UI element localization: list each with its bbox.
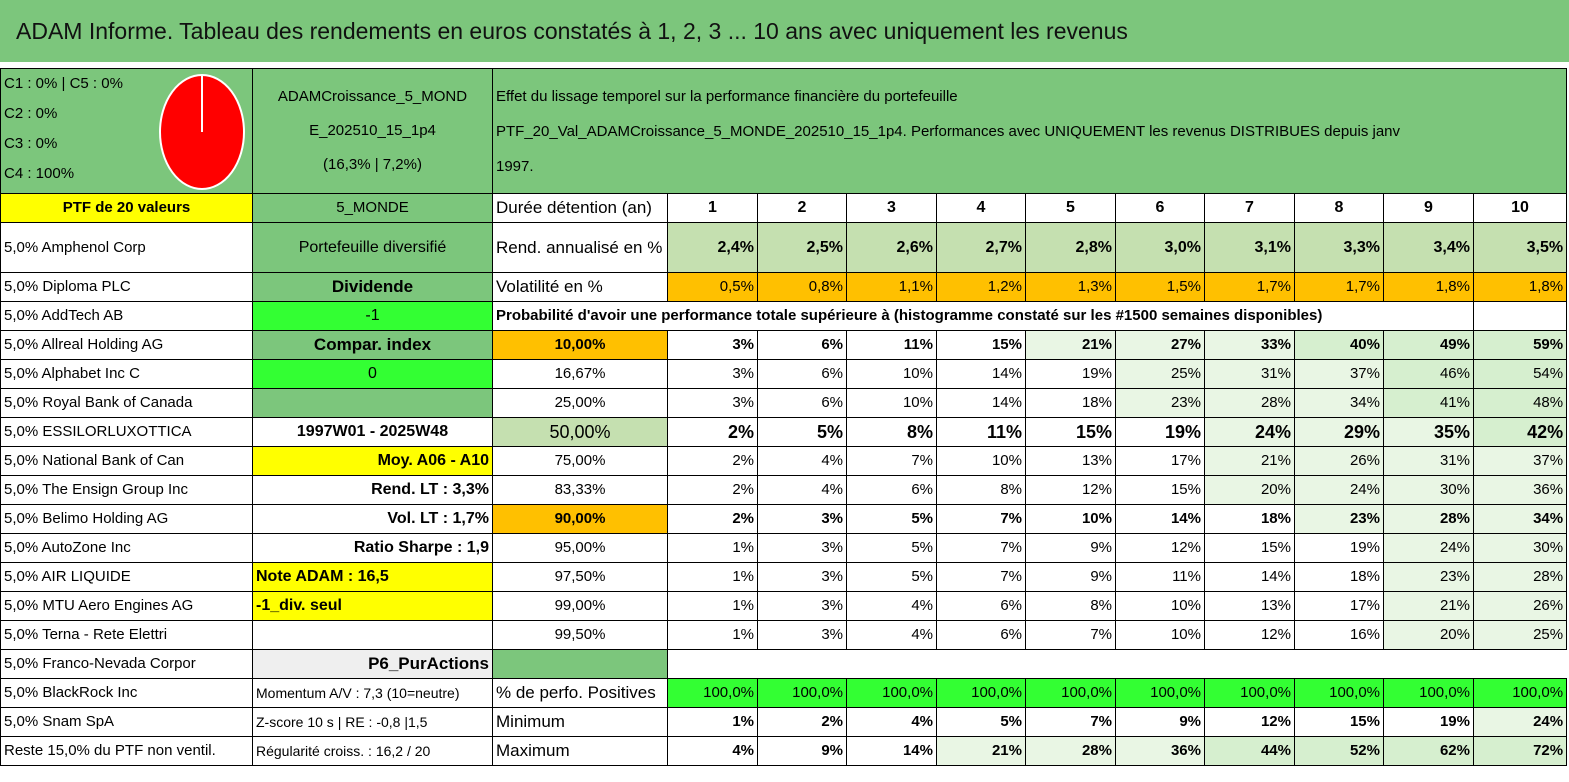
table-row <box>1 302 1567 331</box>
info-cell: Rend. LT : 3,3% <box>253 476 493 505</box>
maximum-value: 28% <box>1026 737 1116 766</box>
table-row <box>1 650 1567 679</box>
maximum-value: 62% <box>1384 737 1474 766</box>
volatility-value: 1,5% <box>1116 273 1205 302</box>
probability-value: 48% <box>1474 389 1567 418</box>
minimum-value: 1% <box>668 708 758 737</box>
minimum-value: 7% <box>1026 708 1116 737</box>
probability-value: 4% <box>758 447 847 476</box>
probability-value: 26% <box>1474 592 1567 621</box>
probability-value: 15% <box>1026 418 1116 447</box>
allocation-line: C4 : 100% <box>4 165 75 182</box>
holding-name: 5,0% Royal Bank of Canada <box>1 389 253 418</box>
probability-value: 4% <box>847 621 937 650</box>
maximum-value: 21% <box>937 737 1026 766</box>
probability-value: 3% <box>668 360 758 389</box>
probability-value: 12% <box>1205 621 1295 650</box>
probability-value: 2% <box>668 505 758 534</box>
maximum-value: 4% <box>668 737 758 766</box>
probability-value: 23% <box>1116 389 1205 418</box>
probability-value: 12% <box>1116 534 1205 563</box>
volatility-value: 0,5% <box>668 273 758 302</box>
holding-name: 5,0% Terna - Rete Elettri <box>1 621 253 650</box>
probability-value: 19% <box>1026 360 1116 389</box>
probability-value: 9% <box>1026 534 1116 563</box>
info-cell: Portefeuille diversifié <box>253 223 493 273</box>
threshold-value: 16,67% <box>493 360 668 389</box>
probability-value: 21% <box>1026 331 1116 360</box>
volatility-value: 1,8% <box>1474 273 1567 302</box>
probability-value: 17% <box>1116 447 1205 476</box>
probability-value: 5% <box>847 505 937 534</box>
info-cell: Ratio Sharpe : 1,9 <box>253 534 493 563</box>
positive-value: 100,0% <box>847 679 937 708</box>
holding-name: Reste 15,0% du PTF non ventil. <box>1 737 253 766</box>
fund-name-line1: ADAMCroissance_5_MOND <box>277 88 468 105</box>
holding-name: 5,0% Snam SpA <box>1 708 253 737</box>
table-row <box>1 447 1567 476</box>
maximum-value: 9% <box>758 737 847 766</box>
minimum-value: 12% <box>1205 708 1295 737</box>
table-row <box>1 563 1567 592</box>
threshold-value: 25,00% <box>493 389 668 418</box>
positive-value: 100,0% <box>937 679 1026 708</box>
holding-name: 5,0% Amphenol Corp <box>1 223 253 273</box>
duration-label: Durée détention (an) <box>493 194 668 223</box>
probability-value: 3% <box>758 592 847 621</box>
probability-value: 46% <box>1384 360 1474 389</box>
rend-value: 3,1% <box>1205 223 1295 273</box>
probability-value: 18% <box>1026 389 1116 418</box>
allocation-line: C1 : 0% | C5 : 0% <box>4 75 123 92</box>
year-header: 5 <box>1026 194 1116 223</box>
threshold-value: 97,50% <box>493 563 668 592</box>
info-cell: Dividende <box>253 273 493 302</box>
probability-value: 14% <box>1116 505 1205 534</box>
holding-name: 5,0% BlackRock Inc <box>1 679 253 708</box>
maximum-value: 52% <box>1295 737 1384 766</box>
table-row <box>1 194 1567 223</box>
probability-value: 34% <box>1295 389 1384 418</box>
probability-value: 8% <box>1026 592 1116 621</box>
probability-value: 3% <box>758 621 847 650</box>
positive-value: 100,0% <box>1384 679 1474 708</box>
fund-name-line2: E_202510_15_1p4 <box>309 122 436 139</box>
maximum-label: Maximum <box>493 737 668 766</box>
positive-value: 100,0% <box>668 679 758 708</box>
probability-value: 10% <box>1116 621 1205 650</box>
probability-value: 8% <box>847 418 937 447</box>
threshold-value: 99,00% <box>493 592 668 621</box>
info-cell <box>253 389 493 418</box>
probability-value: 37% <box>1295 360 1384 389</box>
probability-value: 1% <box>668 563 758 592</box>
probability-value: 5% <box>758 418 847 447</box>
probability-value: 6% <box>847 476 937 505</box>
probability-value: 17% <box>1295 592 1384 621</box>
allocation-line: C3 : 0% <box>4 135 58 152</box>
empty-cell <box>493 650 668 679</box>
probability-value: 6% <box>937 592 1026 621</box>
holding-name: 5,0% ESSILORLUXOTTICA <box>1 418 253 447</box>
holding-name: 5,0% Belimo Holding AG <box>1 505 253 534</box>
year-header: 6 <box>1116 194 1205 223</box>
info-cell: -1_div. seul <box>253 592 493 621</box>
description-line3: 1997. <box>496 157 534 175</box>
probability-value: 24% <box>1384 534 1474 563</box>
allocation-legend <box>1 69 253 194</box>
rend-value: 2,5% <box>758 223 847 273</box>
maximum-value: 72% <box>1474 737 1567 766</box>
volatility-value: 0,8% <box>758 273 847 302</box>
table-row <box>1 273 1567 302</box>
maximum-value: 44% <box>1205 737 1295 766</box>
threshold-value: 95,00% <box>493 534 668 563</box>
volatility-value: 1,3% <box>1026 273 1116 302</box>
probability-value: 54% <box>1474 360 1567 389</box>
probability-value: 13% <box>1205 592 1295 621</box>
probability-value: 26% <box>1295 447 1384 476</box>
table-row <box>1 534 1567 563</box>
positive-value: 100,0% <box>1026 679 1116 708</box>
probability-value: 42% <box>1474 418 1567 447</box>
probability-value: 15% <box>1205 534 1295 563</box>
info-cell: Régularité croiss. : 16,2 / 20 <box>253 737 493 766</box>
probability-value: 28% <box>1205 389 1295 418</box>
info-cell: 1997W01 - 2025W48 <box>253 418 493 447</box>
probability-value: 25% <box>1116 360 1205 389</box>
probability-value: 10% <box>847 360 937 389</box>
performance-table <box>0 68 1567 766</box>
year-header: 8 <box>1295 194 1384 223</box>
fund-perf: (16,3% | 7,2%) <box>323 156 422 173</box>
probability-value: 16% <box>1295 621 1384 650</box>
probability-value: 10% <box>937 447 1026 476</box>
threshold-value: 75,00% <box>493 447 668 476</box>
probability-value: 3% <box>758 563 847 592</box>
probability-value: 10% <box>1116 592 1205 621</box>
table-row <box>1 389 1567 418</box>
rend-value: 3,3% <box>1295 223 1384 273</box>
allocation-pie-chart <box>157 73 247 191</box>
minimum-value: 4% <box>847 708 937 737</box>
probability-value: 24% <box>1205 418 1295 447</box>
table-row <box>1 737 1567 766</box>
table-row <box>1 708 1567 737</box>
table-row <box>1 621 1567 650</box>
probability-value: 59% <box>1474 331 1567 360</box>
probability-value: 7% <box>1026 621 1116 650</box>
probability-value: 7% <box>937 534 1026 563</box>
probability-value: 30% <box>1384 476 1474 505</box>
probability-value: 14% <box>937 389 1026 418</box>
rend-value: 2,6% <box>847 223 937 273</box>
holding-name: 5,0% Franco-Nevada Corpor <box>1 650 253 679</box>
table-row <box>1 331 1567 360</box>
probability-value: 20% <box>1384 621 1474 650</box>
probability-value: 6% <box>758 389 847 418</box>
holding-name: 5,0% Allreal Holding AG <box>1 331 253 360</box>
threshold-value: 50,00% <box>493 418 668 447</box>
probability-value: 4% <box>847 592 937 621</box>
probability-value: 30% <box>1474 534 1567 563</box>
volatility-value: 1,1% <box>847 273 937 302</box>
probability-value: 7% <box>847 447 937 476</box>
table-row <box>1 592 1567 621</box>
rend-value: 2,7% <box>937 223 1026 273</box>
probability-value: 1% <box>668 592 758 621</box>
probability-value: 2% <box>668 476 758 505</box>
probability-value: 27% <box>1116 331 1205 360</box>
table-row <box>1 679 1567 708</box>
probability-value: 2% <box>668 418 758 447</box>
fund-name-cell <box>253 69 493 194</box>
info-cell: -1 <box>253 302 493 331</box>
info-cell: Z-score 10 s | RE : -0,8 |1,5 <box>253 708 493 737</box>
minimum-value: 24% <box>1474 708 1567 737</box>
probability-value: 5% <box>847 563 937 592</box>
probability-value: 1% <box>668 621 758 650</box>
probability-value: 33% <box>1205 331 1295 360</box>
probability-value: 6% <box>758 331 847 360</box>
probability-value: 35% <box>1384 418 1474 447</box>
probability-value: 28% <box>1384 505 1474 534</box>
probability-value: 23% <box>1295 505 1384 534</box>
probability-value: 6% <box>758 360 847 389</box>
info-cell <box>253 621 493 650</box>
probability-value: 28% <box>1474 563 1567 592</box>
info-cell: P6_PurActions <box>253 650 493 679</box>
probability-value: 9% <box>1026 563 1116 592</box>
probability-value: 18% <box>1205 505 1295 534</box>
probability-value: 1% <box>668 534 758 563</box>
holding-name: 5,0% AddTech AB <box>1 302 253 331</box>
positive-value: 100,0% <box>1205 679 1295 708</box>
minimum-value: 19% <box>1384 708 1474 737</box>
probability-value: 19% <box>1116 418 1205 447</box>
probability-value: 21% <box>1205 447 1295 476</box>
positive-value: 100,0% <box>1474 679 1567 708</box>
info-cell: Momentum A/V : 7,3 (10=neutre) <box>253 679 493 708</box>
info-cell: Compar. index <box>253 331 493 360</box>
description-cell <box>493 69 1567 194</box>
table-row <box>1 505 1567 534</box>
holding-name: 5,0% Diploma PLC <box>1 273 253 302</box>
probability-value: 29% <box>1295 418 1384 447</box>
probability-value: 6% <box>937 621 1026 650</box>
probability-value: 36% <box>1474 476 1567 505</box>
rend-value: 2,4% <box>668 223 758 273</box>
minimum-value: 2% <box>758 708 847 737</box>
probability-value: 10% <box>847 389 937 418</box>
holding-name: 5,0% AutoZone Inc <box>1 534 253 563</box>
probability-value: 41% <box>1384 389 1474 418</box>
probability-value: 14% <box>937 360 1026 389</box>
threshold-value: 99,50% <box>493 621 668 650</box>
rend-value: 3,4% <box>1384 223 1474 273</box>
positive-value: 100,0% <box>1295 679 1384 708</box>
ptf-label: PTF de 20 valeurs <box>1 194 253 223</box>
info-cell: Note ADAM : 16,5 <box>253 563 493 592</box>
probability-value: 34% <box>1474 505 1567 534</box>
minimum-value: 15% <box>1295 708 1384 737</box>
maximum-value: 14% <box>847 737 937 766</box>
probability-value: 18% <box>1295 563 1384 592</box>
rend-value: 2,8% <box>1026 223 1116 273</box>
threshold-value: 10,00% <box>493 331 668 360</box>
probability-title: Probabilité d'avoir une performance totale supérieure à (histogramme constaté sur les #1500 semaines disponibles) <box>493 302 1474 331</box>
page-title: ADAM Informe. Tableau des rendements en euros constatés à 1, 2, 3 ... 10 ans avec uniquement les revenus <box>0 0 1569 62</box>
probability-value: 3% <box>758 505 847 534</box>
positive-value: 100,0% <box>758 679 847 708</box>
probability-value: 11% <box>937 418 1026 447</box>
probability-value: 21% <box>1384 592 1474 621</box>
probability-value: 23% <box>1384 563 1474 592</box>
probability-value: 37% <box>1474 447 1567 476</box>
info-cell: 0 <box>253 360 493 389</box>
rend-label: Rend. annualisé en % <box>493 223 668 273</box>
empty-cell <box>668 650 1567 679</box>
rend-value: 3,0% <box>1116 223 1205 273</box>
probability-value: 14% <box>1205 563 1295 592</box>
volatility-value: 1,7% <box>1205 273 1295 302</box>
probability-value: 11% <box>847 331 937 360</box>
volatility-value: 1,7% <box>1295 273 1384 302</box>
probability-value: 31% <box>1205 360 1295 389</box>
probability-value: 15% <box>937 331 1026 360</box>
year-header: 4 <box>937 194 1026 223</box>
year-header: 2 <box>758 194 847 223</box>
probability-value: 7% <box>937 505 1026 534</box>
holding-name: 5,0% Alphabet Inc C <box>1 360 253 389</box>
probability-value: 3% <box>668 389 758 418</box>
probability-value: 20% <box>1205 476 1295 505</box>
probability-value: 8% <box>937 476 1026 505</box>
probability-value: 49% <box>1384 331 1474 360</box>
minimum-value: 9% <box>1116 708 1205 737</box>
minimum-label: Minimum <box>493 708 668 737</box>
probability-value: 24% <box>1295 476 1384 505</box>
probability-value: 19% <box>1295 534 1384 563</box>
positive-value: 100,0% <box>1116 679 1205 708</box>
probability-value: 2% <box>668 447 758 476</box>
year-header: 1 <box>668 194 758 223</box>
table-row <box>1 360 1567 389</box>
probability-value: 13% <box>1026 447 1116 476</box>
probability-value: 40% <box>1295 331 1384 360</box>
table-row <box>1 223 1567 273</box>
probability-value: 25% <box>1474 621 1567 650</box>
probability-value: 3% <box>758 534 847 563</box>
holding-name: 5,0% The Ensign Group Inc <box>1 476 253 505</box>
holding-name: 5,0% AIR LIQUIDE <box>1 563 253 592</box>
year-header: 10 <box>1474 194 1567 223</box>
threshold-value: 83,33% <box>493 476 668 505</box>
probability-value: 3% <box>668 331 758 360</box>
probability-value: 12% <box>1026 476 1116 505</box>
probability-value: 7% <box>937 563 1026 592</box>
probability-value: 15% <box>1116 476 1205 505</box>
year-header: 3 <box>847 194 937 223</box>
probability-value: 5% <box>847 534 937 563</box>
minimum-value: 5% <box>937 708 1026 737</box>
positive-label: % de perfo. Positives <box>493 679 668 708</box>
allocation-line: C2 : 0% <box>4 105 58 122</box>
year-header: 7 <box>1205 194 1295 223</box>
volatility-label: Volatilité en % <box>493 273 668 302</box>
holding-name: 5,0% National Bank of Can <box>1 447 253 476</box>
probability-value: 4% <box>758 476 847 505</box>
probability-value: 11% <box>1116 563 1205 592</box>
rend-value: 3,5% <box>1474 223 1567 273</box>
description-line1: Effet du lissage temporel sur la performance financière du portefeuille <box>496 87 958 105</box>
maximum-value: 36% <box>1116 737 1205 766</box>
table-row <box>1 418 1567 447</box>
threshold-value: 90,00% <box>493 505 668 534</box>
description-line2: PTF_20_Val_ADAMCroissance_5_MONDE_202510_15_1p4. Performances avec UNIQUEMENT les revenus DISTRIBUES depuis janv <box>496 122 1401 140</box>
volatility-value: 1,8% <box>1384 273 1474 302</box>
info-cell: Vol. LT : 1,7% <box>253 505 493 534</box>
probability-value: 31% <box>1384 447 1474 476</box>
holding-name: 5,0% MTU Aero Engines AG <box>1 592 253 621</box>
info-cell: Moy. A06 - A10 <box>253 447 493 476</box>
year-header: 9 <box>1384 194 1474 223</box>
empty-cell <box>1474 302 1567 331</box>
zone-label: 5_MONDE <box>253 194 493 223</box>
table-row <box>1 476 1567 505</box>
probability-value: 10% <box>1026 505 1116 534</box>
volatility-value: 1,2% <box>937 273 1026 302</box>
